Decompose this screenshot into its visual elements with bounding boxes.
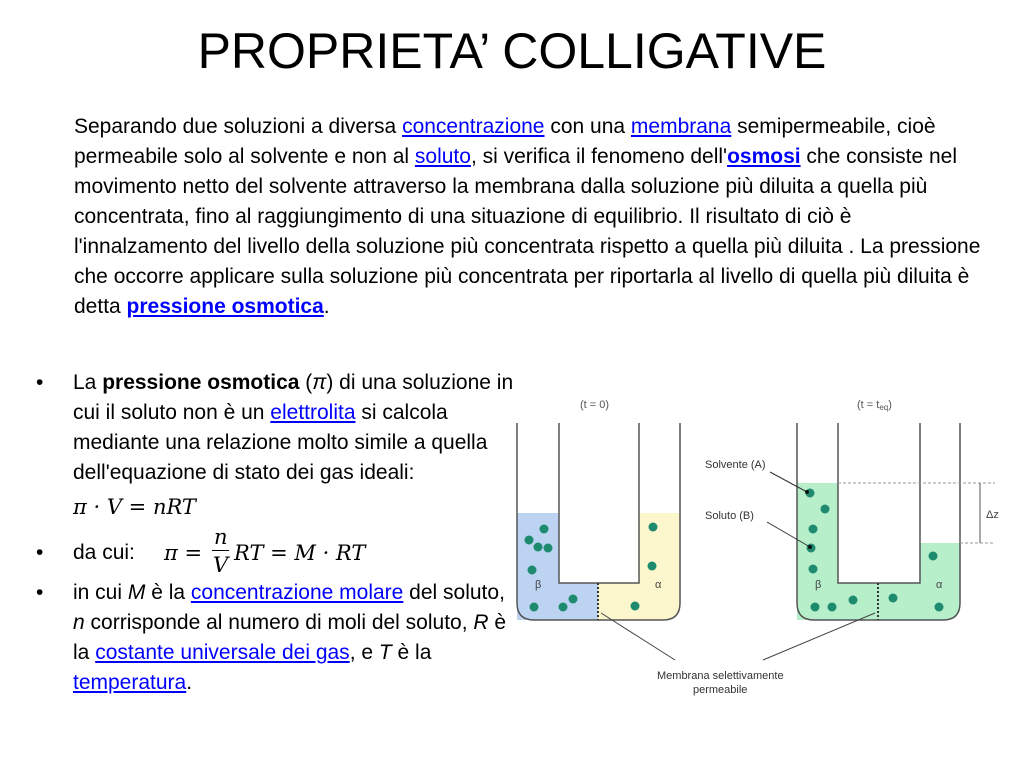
fraction-numerator: n [214,525,228,549]
solute-particle [809,525,818,534]
bullet-text: La [73,371,103,394]
formula-rest: RT = M · RT [234,541,366,565]
pi-symbol: π [312,371,327,394]
solution-alpha-eq [878,543,960,620]
label-t0: (t = 0) [580,399,610,411]
solute-particle [540,525,549,534]
bullet-marker: • [36,541,44,564]
bullet-item-osmotic-pressure [36,368,516,522]
bullet-text: è la [145,581,191,604]
bullet-list [36,368,516,698]
solute-particle [528,566,537,575]
solute-particle [889,594,898,603]
solute-particle [544,544,553,553]
bullet-text: si calcola mediante una relazione molto simile a quella dell'equazione di stato dei gas ideali: [73,401,488,484]
bullet-text: . [186,671,193,694]
label-teq: (t = teq) [857,399,892,412]
bullet-item-da-cui [36,525,516,578]
bold-term: pressione osmotica [102,371,300,394]
link-membrana[interactable]: membrana [630,115,732,138]
u-tube-initial [517,399,680,620]
bullet-text: del soluto, [403,581,505,604]
link-costante-gas[interactable]: costante universale dei gas [95,641,350,664]
solute-particle [631,602,640,611]
intro-text: , si verifica il fenomeno dell' [470,145,728,168]
formula-pi-eq: π = [164,541,203,565]
bullet-item-definitions [36,578,516,698]
solute-particle [929,552,938,561]
u-tube-equilibrium [797,399,999,620]
solute-particle [530,603,539,612]
pointer-dot [805,490,809,494]
solute-particle [534,543,543,552]
solute-particle [809,565,818,574]
intro-paragraph [74,112,989,322]
intro-text: che consiste nel movimento netto del solvente attraverso la membrana dalla soluzione più diluita a quella più concentrata, fino al raggiungimento di una situazione di equilibrio. Il risultato di ciò è l'innalzamento del livello della soluzione più concentrata rispetto a quella più diluita . La pressione che occorre applicare sulla soluzione più concentrata per riportarla al livello di quella più diluita è detta [74,145,981,318]
pointer-solvente [770,472,807,492]
fraction-denominator: V [213,553,229,577]
solute-particle [525,536,534,545]
bullet-marker: • [36,581,44,604]
solute-particle [821,505,830,514]
var-t: T [378,641,392,664]
link-osmosi[interactable]: osmosi [727,145,801,168]
var-n: n [73,611,85,634]
link-concentrazione[interactable]: concentrazione [402,115,545,138]
label-soluto: Soluto (B) [705,510,754,522]
intro-text: . [323,295,330,318]
bullet-text: è la [391,641,432,664]
bullet-text: in cui [73,581,128,604]
bullet-text: da cui: [73,541,135,564]
solution-beta-initial [517,513,598,620]
pointer-dot [808,545,812,549]
link-elettrolita[interactable]: elettrolita [270,401,356,424]
membrane-label-line2: permeabile [693,684,748,696]
solute-particle [935,603,944,612]
formula-pv-nrt: π · V = nRT [73,495,196,519]
bullet-text: ) di una soluzione in cui il soluto non è un [73,371,514,424]
bullet-text: , e [349,641,379,664]
solute-particle [648,562,657,571]
label-solvente: Solvente (A) [705,459,766,471]
link-pressione-osmotica[interactable]: pressione osmotica [126,295,324,318]
bullet-marker: • [36,371,44,394]
label-beta-initial: β [535,579,542,591]
var-m: M [127,581,146,604]
bullet-text: ( [299,371,313,394]
solute-particle [559,603,568,612]
link-soluto[interactable]: soluto [414,145,471,168]
solute-particle [649,523,658,532]
osmosis-diagram [505,388,1024,708]
solute-particle [849,596,858,605]
bullet-text: corrisponde al numero di moli del soluto, [84,611,474,634]
slide-title: PROPRIETA’ COLLIGATIVE [197,23,827,79]
label-alpha-initial: α [655,579,662,591]
solute-particle [811,603,820,612]
var-r: R [473,611,489,634]
intro-text: con una [544,115,631,138]
label-beta-eq: β [815,579,822,591]
solute-particle [569,595,578,604]
solute-particle [828,603,837,612]
link-temperatura[interactable]: temperatura [73,671,187,694]
link-concentrazione-molare[interactable]: concentrazione molare [190,581,404,604]
label-delta-z: Δz [986,509,999,521]
label-alpha-eq: α [936,579,943,591]
intro-text: semipermeabile, cioè permeabile solo al solvente e non al [74,115,936,168]
bullet-text: è la [73,611,507,664]
intro-text: Separando due soluzioni a diversa [74,115,403,138]
membrane-label-line1: Membrana selettivamente [657,670,784,682]
